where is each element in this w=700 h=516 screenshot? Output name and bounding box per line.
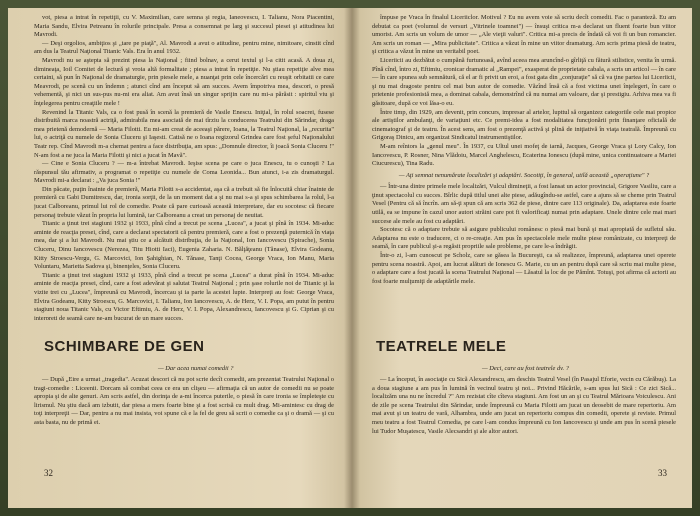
right-page-body-text xyxy=(372,14,676,320)
paragraph: Revenind la Titanic Vals, ca o fost pusă în scenă la premieră de Vasile Enescu. Iniţial, în rolul soacrei, fusese distribuită marca noastră actriţă, admirabila mea asociată de mai tîrziu la conducerea Teatrului din Sărindar, draga mea prietenă demodernă — Maria Filotti. Eu mi-am creat de aceeaşi părere, Ioana, la Teatrul Naţional, la „recurita" lui, o actriţă cu numele de Sonia Cluceru şi Iaşesti. Catisă ne o Ioana regizorul Grindea care fost şeful Naţionalului Teatr rep. Cînd Mavrodi m-a chemat pentru a face distribuţia, am spus: „Domnule director, îi joacă Sonia Cluceru !" N-am fost a ne juca la Maria Filotti şi nici a jucat în Mavă". xyxy=(34,108,334,159)
paragraph: — Deşi orgolios, ambiţios şi „tare pe piaţă", Al. Mavrodi a avut o atitudine, pentru mine, nimitoare, cinstit cînd am dus la Teatrul Naţional Titanic Vals. Era în anul 1932. xyxy=(34,39,334,56)
paragraph: Într-o zi, l-am cunoscut pe Scholz, care se găsea la Bucureşti, ca să realizeze, împreună, adaptarea unei operete pentru scena noastră. Apoi, am lucrat alături de Ionescu G. Marie, cu un an pentru după care să scriu mai multe piese, o adaptare care a fost jucată la scena Teatrului Naţional — Lăsatul la loc de pe Pămînt. Totuşi, pot afirma că actorii au fost foarte mulţumiţi de adaptările mele. xyxy=(372,252,676,285)
page-number: 33 xyxy=(658,468,667,478)
left-page xyxy=(8,8,352,508)
paragraph: Liceriicii au dezbătut o cumpănă furtunoasă, avînd aceea mea aruncînd-o gîrliţă cu fătură stilistice, venita în urmă. Pînă cînd, întro zi, Eftimiu, cronicar dramatic al „Rampei", exasperat de proprietate cabala, a scris un articol — în care — în care spunea sub semnătură, că el ar fi privit un eroi, a fost gata din „conjuraţie" să că va ţine partea lui Liceriicii, şi nu mai dragoste pentru cel mai bun autor de comedie. Văzînd însă că a fost victima unei înţelegeri, în care o prietenie profesionistă mea, a dominat cabala, demonstrînd că nu numai am valoare, dar şi prestigiu. Arhiva mea va fi găsitoare, după ce voi lăsa-o eu. xyxy=(372,56,676,107)
paragraph: Titanic a ţinut trei stagiuni 1932 şi 1933, pînă cînd a trecut pe scena „Lucea" a durat pînă în 1934. Mi-aduc aminte de reacţia presei, cînd, care a fost adevărat şi salutat Teatrul Naţional ; prin şase rolurile noi de Titanic şi la vizite trei cu „Lucea", împreună cu Mavrodi, încercau şi ia parte la acestei lupte. Interpreţi au fost: George Vraca, Elvira Godeanu, Kitty Stroescu, G. Marcovici, I. Talianu, Ion Iancovescu, A. de Herz, V. I. Popa, am putut în pentru stagiuni noua Titanic Vals, cu Victor Eftimiu, A. de Herz, V. I. Popa, Alexandrescu, Iancovescu şi G. Ciprian şi cu interpreţi de seamă care ne-am bucurat de un mare succes. xyxy=(34,271,334,320)
paragraph: împuse pe Vraca în finalul Liceriiclor. Motivul ? Eu nu avem voie să scriu decît comedii. Fac o paranteză. Eu am debutat ca poet (volumul de versuri „Vitrinele toamnei") — însuşi critica m-a declarat un fluent foarte bun viitor umorist. Am scris un volum de umor — „Ale vieţii valuri". Critica mi-a precis de îndată că voi fi un bun romancier. Am scris un roman — „Mira publicitate". Critica a văzut în mine un viitor dramaturg. Am scris prima piesă de teatru, şi critica a văzut în mine un veritabil poet. xyxy=(372,14,676,56)
paragraph: Din păcate, puţin înainte de premieră, Maria Filotti s-a accidentat, aşa că a trebuit să fie înlocuită chiar înainte de premieră cu Gabi Dumitrescu, dar, ironia sorţii, de la un moment dat a şi nu mai s-a şi spus schimbarea la rolul, l-a jucat Calboreanu, primul lui rol de comedie. Poate că pare curioasă această interpretare, dar eu socotesc că fiecare personaj trebuie văzut în propria lui lumină, iar Calboreanu a creat un personaj de neuitat. xyxy=(34,185,334,219)
page-number: 32 xyxy=(44,468,53,478)
paragraph: — Cine e Sonia Cluceru ? — m-a întrebat Mavrodi. Ieşise scena pe care o juca Enescu, tu o cunoşti ? La răspunsul tău afirmativ, a programat o repetiţie cu numele de Coma Leonida... Bun atunci, i-a zis dramaturgul. Mavrodi mi-a declarat : „Va juca Sonia !" xyxy=(34,160,334,185)
section-heading: TEATRELE MELE xyxy=(376,338,507,355)
paragraph: vot, piesa a intrat în repetiţii, cu V. Maximilian, care semna şi regia, Ianeovescu, I. Talianu, Nora Piacentini, Maria Sandu, Elvira Petreanu în rolurile principale. Presa a consemnat pe larg şi succesul piesei şi atitudinea lui Mavrodi. xyxy=(34,14,334,39)
interview-question: — Aţi semnat nenumărate localizări şi adaptări. Socotiţi, în general, utilă această „operaţiune" ? xyxy=(398,171,650,179)
book-gutter xyxy=(344,8,360,508)
paragraph: — După „Eire a urmat „tragedia". Acuzat descori că nu pot scrie decît comedii, am prezentat Teatrului Naţional o tragi-comedie : Liceenii. Dorcam să combat ceea ce era un clişeu — afirmaţia că un autor de comedii nu se poate apropia şi de alte genuri. Am scris astfel, din dorinţa de a-mi încerca puterile, o piesă în care ironia se împleteşte cu lirismul. Nu ştiu dacă am izbutit, dar piesa a mers foarte bine şi a fost scrisă cu mult drag. Mi-amintesc cu drag de toţi interpreţii — Dar, pentru a nu mai insista, voi spune că e la fel de greu să scrii o comedie ca şi o dramă — şi cu asta basta, nu de primă ei. xyxy=(34,376,334,426)
paragraph: M-am reîntors la „genul meu". În 1937, cu Ultul unei mofeţ de iarnă, Jacques, George Vraca şi Lory Calcy, Ion Iancovescu, P. Rosner, Nina Vlădoiu, Marcel Anghelescu, Ecaterina Ionescu (după mine, unica continuatoare a Mariei Ciucurescu), Tina Radu. xyxy=(372,142,676,168)
left-page-body-text xyxy=(34,14,334,320)
interview-question: — Deci, care au fost teatrele dv. ? xyxy=(482,365,569,372)
interview-question: — Dar acea numai comedii ? xyxy=(158,365,234,372)
right-page-section-text xyxy=(372,376,676,478)
paragraph: — La început, în asociaţie cu Sică Alexandrescu, am deschis Teatrul Vesel (în Pasajul Eforie, vecin cu Cărăbuş). La a doua stagiune a am pus în lumină în vecinul teatru şi noi... Privind Hăcările, s-am spus lui Sică : Ce zici Sică... localizăm una nu ne încredul ?" Am rezistat cîte cîteva stagiuni. Am fost un an şi cu Teatrul Mărioara Voiculescu. Ani de zile pe scena Teatrului din Sărindar, unde împreună cu Maria Filotti am jucat un deosebit de mare repertoriu. Am mai avut şi un teatru de vară, Alhambra, unde am jucat un repertoriu compus din comedii, operete şi reviste. Primul meu teatru a fost Teatrul Comedia, pe care l-am condus împreună cu Ion Iancovescu şi unde am pus în scenă piesele lui Tudor Muşatescu, Vasile Alecsandri şi ale altor autori. xyxy=(372,376,676,435)
left-page-section-text xyxy=(34,376,334,478)
section-heading: SCHIMBARE DE GEN xyxy=(44,338,205,355)
paragraph: Socotesc că o adaptare trebuie să asigure publicului românesc o piesă mai bună şi mai apropiată de sufletul său. Adaptarea nu este o traducere, ci o re-creaţie. Am pus în spectacolele mele multe piese românizate, cu interpreţi de seamă, în care publicul şi-a regăsit propriile sale probleme, pe care le-a îndrăgit. xyxy=(372,226,676,251)
paragraph: Între timp, din 1929, am devenit, prin concurs, impresar al artelor, lupttul să organizez categoriile cele mai propice ale artiştilor ambulanţi, de variaţiuni etc. Ce premi-idea a fost modalitatea funcţionării prin finanţare oficială de cinematograf şi de teatru. În acest sens, am fost o prezenţă activă şi plină de iniţiativă în viaţa teatrală. Împreună cu Grigoraş Dinicu, am organizat Sindicatul instrumentiştilor. xyxy=(372,108,676,142)
right-page xyxy=(352,8,692,508)
paragraph: Mavrodi nu se aştepta să prezint piesa la Naţional ; fiind bolnav, a cerut textul şi l-a citit acasă. A doua zi, dimineaţa, Ioil Comitet de lectură şi vroia altă formalitate ; piesa a intrat în repetiţie. Nu ştiau repetiţie alve mea certaini, să pun în Naţional de dramaturgie, prin piesele mele, a nuanţat prin cele încercări cu reuşit orbitatii ce care Meavrodi, pe scenă cu un îndemn ; atunci cînd am început să am succes. Avem împotriva mea, descori, o presă vehementă, şi nici un sus-pus nu-mi era aliat. Am avut însă un singur sprijin care nu mi-a părăsit : spiritul viu şi înţelegerea pentru creaţiile mele ! xyxy=(34,56,334,107)
paragraph: Titanic a ţinut trei stagiuni 1932 şi 1933, pînă cînd a trecut pe scena „Lucea", a jucat şi pînă în 1934. Mi-aduc aminte de reacţia presei, cînd, care a declarat spectatorii că pentru premieră, care a fost o prezenţă puternică în viaţa mea, dar şi a lui Mavrodi. Nu mai ştiu ce a alcătuit distribuţia, de la Naţional, Ion Iancovescu (Spirache), Sonia Cluceru, Dinu Iancovescu (Nerezea, Titu Hiotti Iaci), Eugenia Zaharia. N. Bălţăţeanu (Tănase), Elvira Godeanu, Kitty Stroescu-Vergu, G. Marcovici, Ion Şahighian, N. Tănase, Tanţi Cocea, George Vraca, Ion Manu, Maria Voluntaru, Marietta Sadova şi, binenţeles, Sonia Cluceru. xyxy=(34,220,334,271)
paragraph: — Într-una dintre primele mele localizări, Vulcul dimineţii, a fost lansat un actor provincial, Grigore Vasiliu, care a ţinut spectacolul cu succes. Bîrlic după titlul unei alte piese, adăugîndu-se astfel, care a ajuns să se cheme prin Teatrul Vesel (Pentru că să încrîn. am să-ţi spun că am scris 362 de piese, dintre care 113 originale). Da, adaptarea este foarte utilă, ea se impune în cazul unor autori străini care pot fi valorificaţi numai prin adaptare. Unele dintre cele mai mari succese ale mele au fost cu adaptări. xyxy=(372,183,676,225)
